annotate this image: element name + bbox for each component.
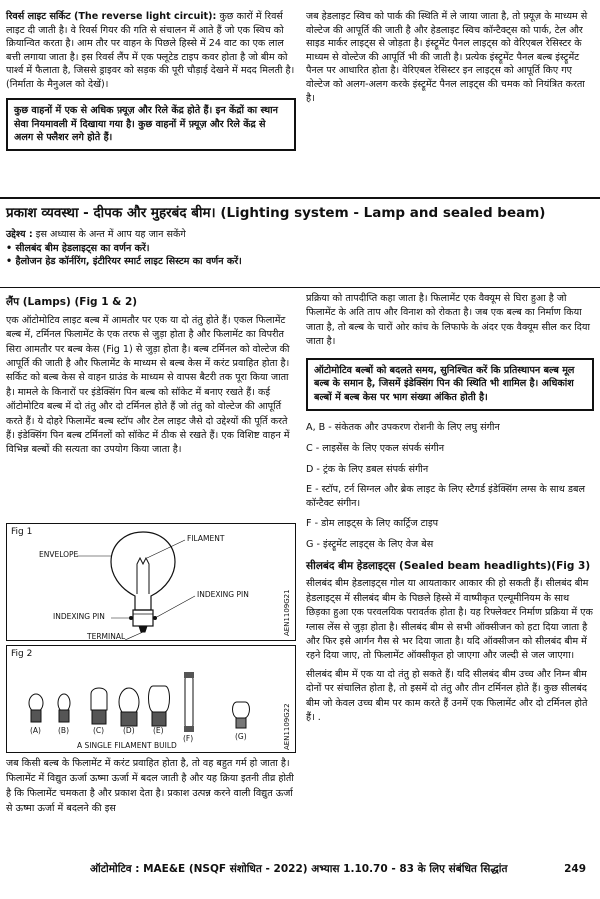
label-terminal: TERMINAL <box>87 632 126 641</box>
bulb-type-a <box>29 694 43 722</box>
bulb-envelope <box>111 532 175 610</box>
objectives <box>6 228 594 269</box>
bulb-label-b: (B) <box>58 726 69 735</box>
page-number: 249 <box>564 863 586 875</box>
bulb-type-b <box>58 694 70 722</box>
objective-label: उद्देश्य : <box>6 229 33 240</box>
objectives-divider <box>0 287 600 288</box>
lamps-continued <box>6 757 296 819</box>
fig2-caption: A SINGLE FILAMENT BUILD <box>77 741 177 750</box>
list-item: D - ट्रंक के लिए डबल संपर्क संगीन <box>306 463 429 475</box>
label-envelope: ENVELOPE <box>39 550 79 559</box>
incandescence-text: प्रक्रिया को तापदीप्ति कहा जाता है। फिलामेंट एक वैक्यूम से घिरा हुआ है जो फिलामेंट के अति ताप और विनाश को रोकता है। जब एक बल्ब का निर्माण किया जाता है, तो बल्ब के चारों ओर कांच के लिफाफे के अंदर एक वैक्यूम सील कर दिया जाता है। <box>306 293 590 348</box>
objective-text: इस अध्यास के अन्त में आप यह जान सकेंगे <box>32 229 186 240</box>
bulb-label-f: (F) <box>183 734 194 743</box>
reverse-light-body: कुछ कारों में रिवर्स लाइट दी जाती है। वे रिवर्स गियर की गति से संचालन में आते हैं जो एक स्विच को क्रियान्वित करता है। आम तौर पर वाहन के पिछले हिस्से में 24 वाट का एक लाल बत्ती लगाया जाता है। इस रिवर्स लैंप में एक फ्लूटेड टाइप कवर होता है जो बीम को पार्श्व में फैलाता है, जिससे ड्राइवर को सड़क की पूरी चौड़ाई देखने में मदद मिलती है। (निर्माता के मैनुअल को देखें)। <box>6 11 295 91</box>
reverse-light-section <box>6 10 296 157</box>
bulb-base <box>133 610 153 626</box>
park-switch-section <box>306 10 594 108</box>
park-switch-body: जब हेडलाइट स्विच को पार्क की स्थिति में ले जाया जाता है, तो फ़्यूज़ के माध्यम से वोल्टेज की आपूर्ति की जाती है और हेडलाइट स्विच कॉन्टैक्ट्स को पार्क, टेल और साइड मार्कर लाइट्स से जोड़ता है। इंस्ट्रूमेंट पैनल लाइट्स को वेरिएबल रेसिस्टर के माध्यम से वोल्टेज की आपूर्ति भी की जाती है। प्रत्येक इंस्ट्रूमेंट पैनल बल्ब इंस्ट्रूमेंट पैनल पर आधारित होता है। वेरिएबल रेसिस्टर इन लाइट्स को आपूर्ति किए गए वोल्टेज को अलग-अलग करके इंस्ट्रूमेंट पैनल लाइट्स की चमक को नियंत्रित करता है। <box>306 11 588 104</box>
bulb-types-diagram <box>7 646 297 754</box>
bulb-label-g: (G) <box>235 732 247 741</box>
bulb-replacement-note: ऑटोमोटिव बल्बों को बदलते समय, सुनिश्चित करें कि प्रतिस्थापन बल्ब मूल बल्ब के समान है, जिसमें इंडेक्सिंग पिन की स्थिति भी शामिल है। अधिकांश बल्बों में बल्ब केस पर भाग संख्या अंकित होती है। <box>306 358 594 412</box>
objective-bullet: • सीलबंद बीम हेडलाइट्स का वर्णन करें। <box>6 242 150 254</box>
list-item: C - लाइसेंस के लिए एकल संपर्क संगीन <box>306 442 445 454</box>
bulb-label-a: (A) <box>30 726 41 735</box>
bulb-type-e <box>149 686 170 726</box>
list-item: G - इंस्ट्रूमेंट लाइट्स के लिए वेज बेस <box>306 538 434 550</box>
fig1-title: Fig 1 <box>11 527 33 537</box>
lamps-body: एक ऑटोमोटिव लाइट बल्ब में आमतौर पर एक या दो तंतु होते हैं। एकल फिलामेंट बल्ब में, टर्मिनल फिलामेंट के एक तरफ से जुड़ा होता है और फिलामेंट का विपरीत सिरा आमतौर पर बल्ब केस (Fig 1) से जुड़ा होता है। बल्ब टर्मिनल को वोल्टेज की आपूर्ति की जाती है और फिलामेंट के माध्यम से बल्ब केस में करंट प्रवाहित होता है। सर्किट को बल्ब केस से वाहन ग्राउंड के माध्यम से वापस बैटरी तक पूरा किया जाता है। मामले के किनारों पर इंडेक्सिंग पिन बल्ब को सॉकेट में बनाए रखते हैं। कई ऑटोमोटिव बल्ब में दो तंतु और दो टर्मिनल होते हैं जो तंतु को वोल्टेज की आपूर्ति करते हैं। ये दोहरे फिलामेंट बल्ब स्टॉप और टेल लाइट जैसे दो उद्देश्यों की पूर्ति करते हैं। इंडेक्सिंग पिन बल्ब टर्मिनलों को सॉकेट में ठीक से रखते हैं। एक विशिष्ट वाहन में विभिन्न बल्बों की सत्यता का उपयोग किया जाता है। <box>6 314 290 456</box>
section-title: प्रकाश व्यवस्था - दीपक और मुहरबंद बीम। (Lighting system - Lamp and sealed beam) <box>6 205 546 221</box>
bulb-type-c <box>91 688 107 724</box>
sealed-beam-heading: सीलबंद बीम हेडलाइट्स (Sealed beam headlights)(Fig 3) <box>306 559 591 572</box>
label-indexing-pin-right: INDEXING PIN <box>197 590 249 599</box>
right-column <box>306 292 594 728</box>
footer-text: ऑटोमोटिव : MAE&E (NSQF संशोधित - 2022) अभ्यास 1.10.70 - 83 के लिए संबंधित सिद्धांत <box>90 863 508 875</box>
section-divider <box>0 197 600 199</box>
bulb-diagram <box>7 524 297 642</box>
list-item: A, B - संकेतक और उपकरण रोशनी के लिए लघु संगीन <box>306 422 500 434</box>
reverse-light-heading: रिवर्स लाइट सर्किट (The reverse light circuit): <box>6 11 217 22</box>
lamps-heading: लैंप (Lamps) (Fig 1 & 2) <box>6 296 138 308</box>
bulb-type-g <box>233 702 250 728</box>
reverse-light-paragraph <box>6 10 296 92</box>
label-filament: FILAMENT <box>187 534 225 543</box>
bulb-terminal <box>139 626 147 632</box>
sealed-beam-paragraph-2: सीलबंद बीम में एक या दो तंतु हो सकते हैं। यदि सीलबंद बीम उच्च और निम्न बीम दोनों पर संचालित होता है, तो इसमें दो तंतु और तीन टर्मिनल होते हैं। कुछ सीलबंद बीम जो केवल उच्च बीम पर काम करते हैं उनमें एक फिलामेंट और दो टर्मिनल होते हैं। . <box>306 668 588 723</box>
bulb-type-d <box>119 688 139 726</box>
fig2-title: Fig 2 <box>11 649 33 659</box>
bulb-label-c: (C) <box>93 726 105 735</box>
bulb-type-list <box>306 421 594 551</box>
fig1-code: AEN1109G21 <box>283 589 291 636</box>
bulb-type-f <box>184 672 194 732</box>
list-item: E - स्टॉप, टर्न सिग्नल और ब्रेक लाइट के लिए स्टैगर्ड इंडेक्सिंग लग्स के साथ डबल कॉन्टैक्ट संगीन। <box>306 484 586 509</box>
figure-2 <box>6 645 296 753</box>
sealed-beam-paragraph-1: सीलबंद बीम हेडलाइट्स गोल या आयताकार आकार की हो सकती हैं। सीलबंद बीम हेडलाइट्स में सीलबंद बीम के पिछले हिस्से में वाष्पीकृत एल्यूमीनियम के साथ छिड़का हुआ एक परवलयिक परावर्तक होता है। यह रिफ्लेक्टर निर्माण प्रक्रिया में एक ग्लास लेंस से जुड़ा होता है। सीलबंद बीम से सभी ऑक्सीजन को हटा दिया जाता है और फिर इसे आर्गन गैस से भर दिया जाता है। यदि ऑक्सीजन को सीलबंद बीम में रहने दिया जाए, तो फिलामेंट ऑक्सीकृत हो जाएगा और जल्दी से जल जाएगा। <box>306 578 593 662</box>
fig2-code: AEN1109G22 <box>283 703 291 750</box>
label-indexing-pin-left: INDEXING PIN <box>53 612 105 621</box>
figure-1 <box>6 523 296 641</box>
bulb-label-e: (E) <box>153 726 164 735</box>
list-item: F - डोम लाइट्स के लिए कार्ट्रिज टाइप <box>306 518 439 530</box>
bulb-label-d: (D) <box>123 726 135 735</box>
lamps-section <box>6 295 296 461</box>
objective-bullet: • हैलोजन हेड कॉर्नरिंग, इंटीरियर स्मार्ट लाइट सिस्टम का वर्णन करें। <box>6 256 242 268</box>
fuse-relay-note: कुछ वाहनों में एक से अधिक फ़्यूज़ और रिले केंद्र होते हैं। इन केंद्रों का स्थान सेवा नियमावली में दिखाया गया है। कुछ वाहनों में फ़्यूज़ और रिले केंद्र से अलग से फ्लैशर लगे होते हैं। <box>6 98 296 152</box>
bulb-filament <box>137 558 149 594</box>
lamps-after-figures: जब किसी बल्ब के फिलामेंट में करंट प्रवाहित होता है, तो वह बहुत गर्म हो जाता है। फिलामेंट में विद्युत ऊर्जा ऊष्मा ऊर्जा में बदल जाती है और यह क्रिया इतनी तीव्र होती है कि फिलामेंट चमकता है और प्रकाश देता है। प्रकाश उत्पन्न करने वाली विद्युत ऊर्जा से ऊष्मा ऊर्जा में बदलने की इस <box>6 758 294 814</box>
